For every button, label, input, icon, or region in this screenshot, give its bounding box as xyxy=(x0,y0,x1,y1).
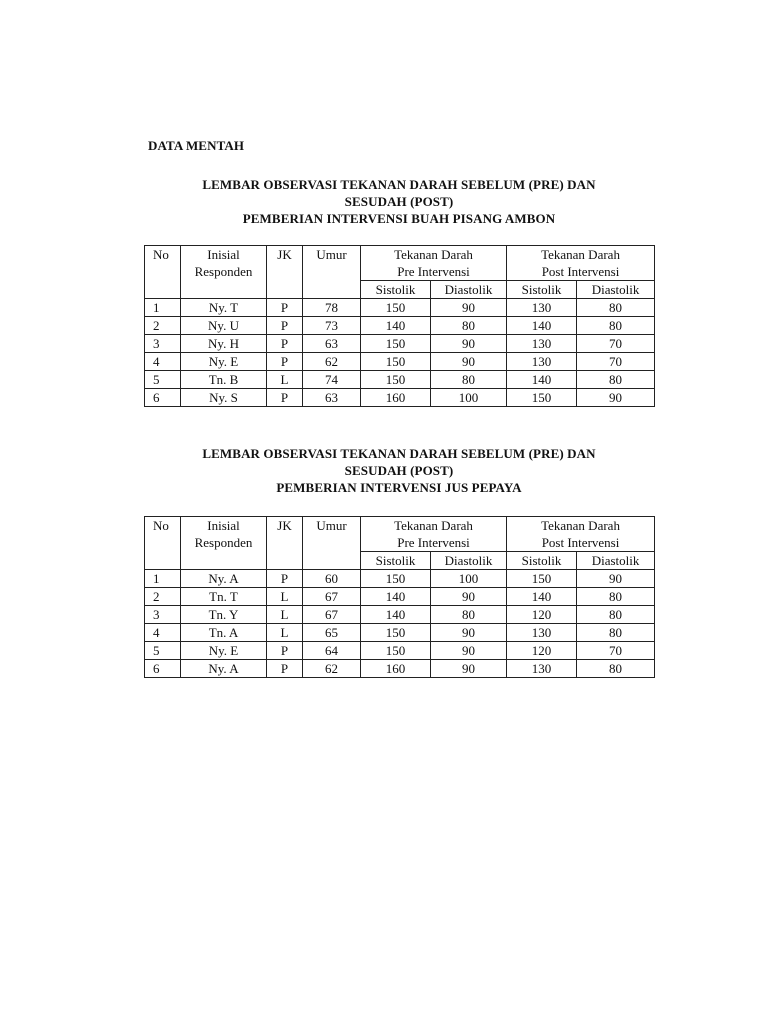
section-title-pisang-ambon xyxy=(144,176,654,227)
table-row xyxy=(145,570,655,588)
col-header-pre-systolic: Sistolik xyxy=(361,281,431,299)
cell-pre-diastolic: 90 xyxy=(431,660,507,678)
cell-post-systolic: 140 xyxy=(507,371,577,389)
col-header-pre: Tekanan Darah xyxy=(361,246,507,264)
col-header-no-cont xyxy=(145,552,181,570)
cell-post-diastolic: 90 xyxy=(577,389,655,407)
cell-age: 78 xyxy=(303,299,361,317)
cell-post-systolic: 120 xyxy=(507,606,577,624)
cell-pre-diastolic: 90 xyxy=(431,624,507,642)
cell-pre-diastolic: 80 xyxy=(431,317,507,335)
table-row xyxy=(145,371,655,389)
cell-age: 67 xyxy=(303,588,361,606)
col-header-pre-diastolic: Diastolik xyxy=(431,552,507,570)
cell-initial: Tn. Y xyxy=(181,606,267,624)
cell-age: 65 xyxy=(303,624,361,642)
cell-pre-systolic: 150 xyxy=(361,335,431,353)
col-header-post-systolic: Sistolik xyxy=(507,281,577,299)
cell-no: 3 xyxy=(145,335,181,353)
cell-pre-diastolic: 90 xyxy=(431,588,507,606)
col-header-initial: Inisial xyxy=(181,246,267,264)
col-header-age: Umur xyxy=(303,246,361,264)
cell-age: 64 xyxy=(303,642,361,660)
col-header-post: Tekanan Darah xyxy=(507,246,655,264)
col-header-post-diastolic: Diastolik xyxy=(577,552,655,570)
cell-sex: P xyxy=(267,570,303,588)
cell-sex: P xyxy=(267,317,303,335)
cell-no: 2 xyxy=(145,588,181,606)
cell-initial: Ny. H xyxy=(181,335,267,353)
cell-initial: Ny. E xyxy=(181,353,267,371)
cell-no: 1 xyxy=(145,570,181,588)
cell-age: 74 xyxy=(303,371,361,389)
cell-pre-diastolic: 100 xyxy=(431,389,507,407)
cell-age: 63 xyxy=(303,335,361,353)
cell-initial: Tn. T xyxy=(181,588,267,606)
col-header-sex-cont xyxy=(267,263,303,281)
cell-no: 6 xyxy=(145,389,181,407)
cell-sex: P xyxy=(267,353,303,371)
cell-sex: L xyxy=(267,606,303,624)
cell-sex: P xyxy=(267,335,303,353)
cell-sex: P xyxy=(267,660,303,678)
table-row xyxy=(145,606,655,624)
cell-post-diastolic: 80 xyxy=(577,606,655,624)
cell-pre-systolic: 150 xyxy=(361,642,431,660)
cell-post-diastolic: 90 xyxy=(577,570,655,588)
col-header-no-cont xyxy=(145,281,181,299)
cell-post-systolic: 120 xyxy=(507,642,577,660)
col-header-post-diastolic: Diastolik xyxy=(577,281,655,299)
cell-pre-systolic: 140 xyxy=(361,606,431,624)
col-header-pre-diastolic: Diastolik xyxy=(431,281,507,299)
cell-post-diastolic: 70 xyxy=(577,335,655,353)
col-header-sex-cont xyxy=(267,552,303,570)
col-header-sex-cont xyxy=(267,281,303,299)
table-row xyxy=(145,660,655,678)
cell-post-systolic: 140 xyxy=(507,588,577,606)
cell-post-systolic: 130 xyxy=(507,624,577,642)
cell-pre-systolic: 150 xyxy=(361,371,431,389)
col-header-age: Umur xyxy=(303,517,361,535)
cell-age: 62 xyxy=(303,353,361,371)
cell-post-diastolic: 80 xyxy=(577,624,655,642)
col-header-initial-cont xyxy=(181,281,267,299)
col-header-no-cont xyxy=(145,263,181,281)
col-header-sex: JK xyxy=(267,517,303,535)
col-header-no: No xyxy=(145,517,181,535)
cell-initial: Ny. A xyxy=(181,570,267,588)
cell-age: 60 xyxy=(303,570,361,588)
cell-sex: P xyxy=(267,389,303,407)
cell-sex: L xyxy=(267,371,303,389)
cell-sex: L xyxy=(267,624,303,642)
cell-initial: Ny. S xyxy=(181,389,267,407)
col-header-post-line2: Post Intervensi xyxy=(507,534,655,552)
col-header-post-systolic: Sistolik xyxy=(507,552,577,570)
title-line: PEMBERIAN INTERVENSI JUS PEPAYA xyxy=(276,480,522,495)
col-header-sex: JK xyxy=(267,246,303,264)
col-header-pre: Tekanan Darah xyxy=(361,517,507,535)
col-header-no: No xyxy=(145,246,181,264)
table-row xyxy=(145,624,655,642)
cell-pre-diastolic: 80 xyxy=(431,606,507,624)
cell-no: 2 xyxy=(145,317,181,335)
cell-post-diastolic: 70 xyxy=(577,642,655,660)
cell-post-diastolic: 80 xyxy=(577,299,655,317)
table-row xyxy=(145,353,655,371)
title-line: LEMBAR OBSERVASI TEKANAN DARAH SEBELUM (PRE) DAN xyxy=(202,177,596,192)
table-row xyxy=(145,588,655,606)
col-header-pre-line2: Pre Intervensi xyxy=(361,534,507,552)
col-header-initial: Inisial xyxy=(181,517,267,535)
observation-table-jus-pepaya xyxy=(144,516,655,678)
col-header-initial-line2: Responden xyxy=(181,263,267,281)
cell-post-systolic: 130 xyxy=(507,660,577,678)
cell-no: 4 xyxy=(145,353,181,371)
title-line: SESUDAH (POST) xyxy=(344,194,454,209)
col-header-pre-systolic: Sistolik xyxy=(361,552,431,570)
col-header-age-cont xyxy=(303,534,361,552)
cell-post-systolic: 130 xyxy=(507,353,577,371)
cell-no: 6 xyxy=(145,660,181,678)
col-header-age-cont xyxy=(303,281,361,299)
cell-pre-diastolic: 90 xyxy=(431,642,507,660)
cell-pre-systolic: 140 xyxy=(361,317,431,335)
cell-pre-diastolic: 90 xyxy=(431,335,507,353)
cell-pre-diastolic: 100 xyxy=(431,570,507,588)
cell-pre-systolic: 160 xyxy=(361,660,431,678)
cell-no: 5 xyxy=(145,371,181,389)
col-header-post: Tekanan Darah xyxy=(507,517,655,535)
col-header-initial-line2: Responden xyxy=(181,534,267,552)
cell-initial: Tn. B xyxy=(181,371,267,389)
cell-sex: P xyxy=(267,299,303,317)
table-row xyxy=(145,317,655,335)
cell-pre-systolic: 160 xyxy=(361,389,431,407)
cell-age: 73 xyxy=(303,317,361,335)
cell-post-systolic: 140 xyxy=(507,317,577,335)
cell-initial: Ny. A xyxy=(181,660,267,678)
cell-post-systolic: 130 xyxy=(507,335,577,353)
cell-post-systolic: 150 xyxy=(507,389,577,407)
cell-pre-systolic: 140 xyxy=(361,588,431,606)
cell-post-diastolic: 70 xyxy=(577,353,655,371)
cell-initial: Tn. A xyxy=(181,624,267,642)
cell-no: 4 xyxy=(145,624,181,642)
cell-age: 63 xyxy=(303,389,361,407)
table-row xyxy=(145,299,655,317)
cell-post-systolic: 150 xyxy=(507,570,577,588)
cell-post-diastolic: 80 xyxy=(577,317,655,335)
cell-post-systolic: 130 xyxy=(507,299,577,317)
col-header-post-line2: Post Intervensi xyxy=(507,263,655,281)
page-heading: DATA MENTAH xyxy=(148,138,245,153)
table-row xyxy=(145,389,655,407)
col-header-pre-line2: Pre Intervensi xyxy=(361,263,507,281)
cell-sex: P xyxy=(267,642,303,660)
cell-initial: Ny. U xyxy=(181,317,267,335)
cell-no: 3 xyxy=(145,606,181,624)
cell-pre-diastolic: 90 xyxy=(431,299,507,317)
cell-pre-systolic: 150 xyxy=(361,299,431,317)
col-header-sex-cont xyxy=(267,534,303,552)
table-row xyxy=(145,335,655,353)
cell-sex: L xyxy=(267,588,303,606)
cell-age: 62 xyxy=(303,660,361,678)
cell-pre-diastolic: 80 xyxy=(431,371,507,389)
col-header-age-cont xyxy=(303,263,361,281)
cell-pre-systolic: 150 xyxy=(361,353,431,371)
cell-no: 5 xyxy=(145,642,181,660)
section-title-jus-pepaya xyxy=(144,445,654,496)
table-row xyxy=(145,642,655,660)
observation-table-pisang-ambon xyxy=(144,245,655,407)
cell-age: 67 xyxy=(303,606,361,624)
cell-pre-diastolic: 90 xyxy=(431,353,507,371)
col-header-initial-cont xyxy=(181,552,267,570)
col-header-age-cont xyxy=(303,552,361,570)
cell-post-diastolic: 80 xyxy=(577,371,655,389)
cell-pre-systolic: 150 xyxy=(361,570,431,588)
cell-post-diastolic: 80 xyxy=(577,660,655,678)
title-line: PEMBERIAN INTERVENSI BUAH PISANG AMBON xyxy=(242,211,556,226)
cell-initial: Ny. E xyxy=(181,642,267,660)
title-line: LEMBAR OBSERVASI TEKANAN DARAH SEBELUM (PRE) DAN xyxy=(202,446,596,461)
cell-initial: Ny. T xyxy=(181,299,267,317)
title-line: SESUDAH (POST) xyxy=(344,463,454,478)
cell-pre-systolic: 150 xyxy=(361,624,431,642)
cell-post-diastolic: 80 xyxy=(577,588,655,606)
cell-no: 1 xyxy=(145,299,181,317)
col-header-no-cont xyxy=(145,534,181,552)
